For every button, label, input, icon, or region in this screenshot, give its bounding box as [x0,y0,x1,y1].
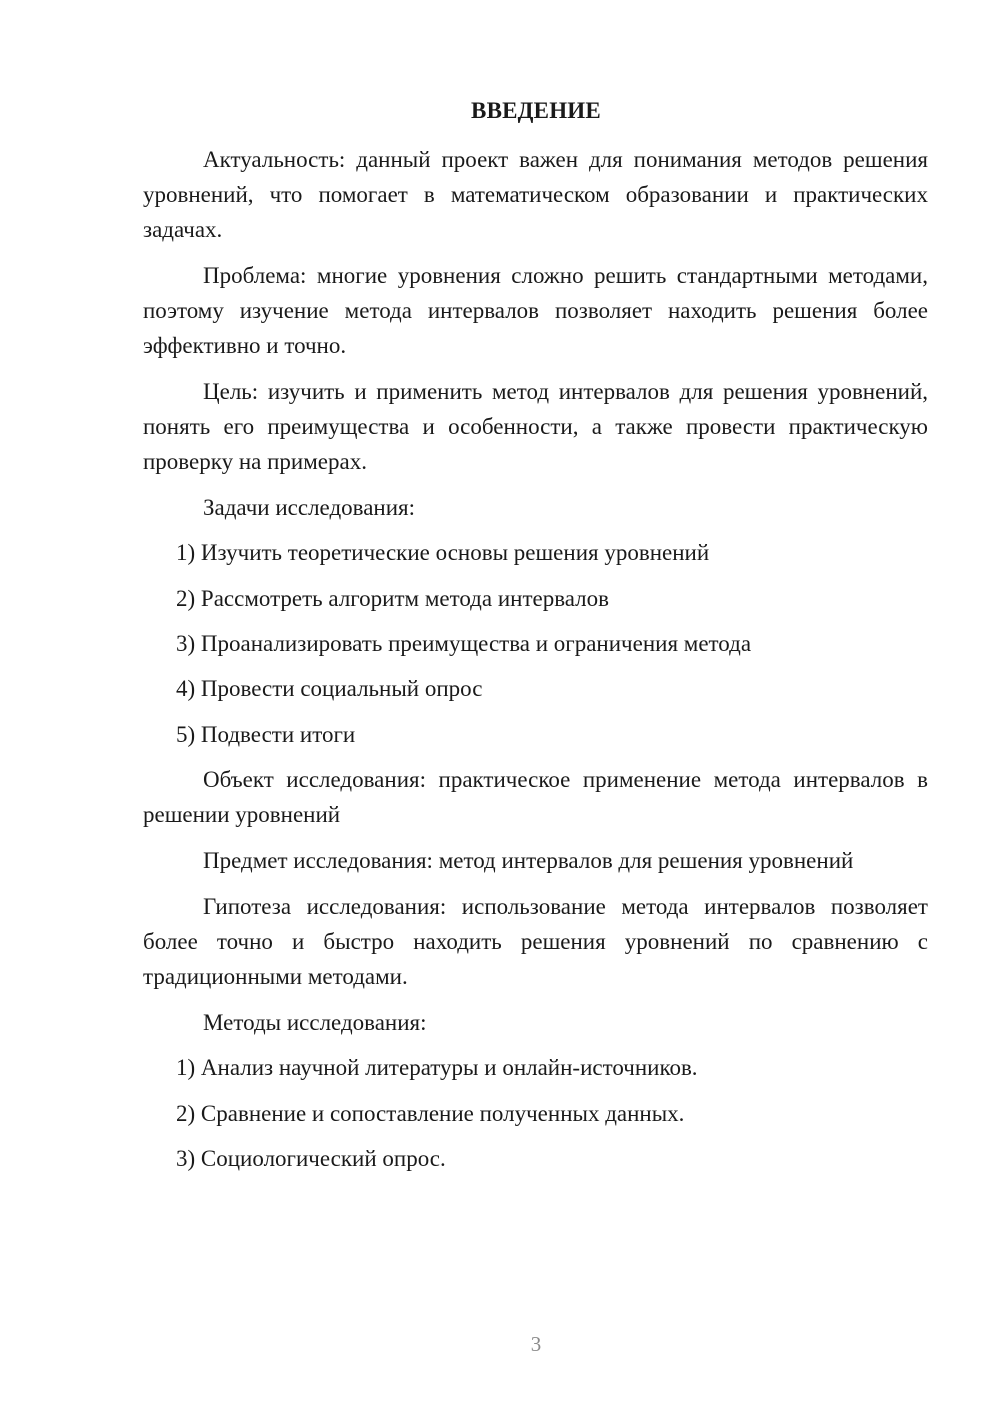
method-item-3: 3) Социологический опрос. [176,1146,446,1171]
hypothesis-paragraph: Гипотеза исследования: использование метода интервалов позволяет более точно и быстро находить решения уровнений по сравнению с традиционными методами. [143,894,928,989]
task-item-1: 1) Изучить теоретические основы решения уровнений [176,540,710,565]
page-title: ВВЕДЕНИЕ [471,98,601,123]
task-item-3: 3) Проанализировать преимущества и ограничения метода [176,631,752,656]
task-item-4: 4) Провести социальный опрос [176,676,483,701]
relevance-paragraph: Актуальность: данный проект важен для понимания методов решения уровнений, что помогает в математическом образовании и практических задачах. [143,147,928,242]
object-paragraph: Объект исследования: практическое применение метода интервалов в решении уровнений [143,767,928,827]
problem-paragraph: Проблема: многие уровнения сложно решить стандартными методами, поэтому изучение метода интервалов позволяет находить решения более эффективно и точно. [143,263,928,358]
task-item-2: 2) Рассмотреть алгоритм метода интервалов [176,586,610,611]
methods-heading: Методы исследования: [203,1010,427,1035]
method-item-2: 2) Сравнение и сопоставление полученных данных. [176,1101,685,1126]
goal-paragraph: Цель: изучить и применить метод интервалов для решения уровнений, понять его преимущества и особенности, а также провести практическую проверку на примерах. [143,379,928,474]
tasks-heading: Задачи исследования: [203,495,416,520]
page-number: 3 [530,1332,542,1356]
method-item-1: 1) Анализ научной литературы и онлайн-источников. [176,1055,698,1080]
task-item-5: 5) Подвести итоги [176,722,356,747]
subject-paragraph: Предмет исследования: метод интервалов для решения уровнений [203,848,854,873]
